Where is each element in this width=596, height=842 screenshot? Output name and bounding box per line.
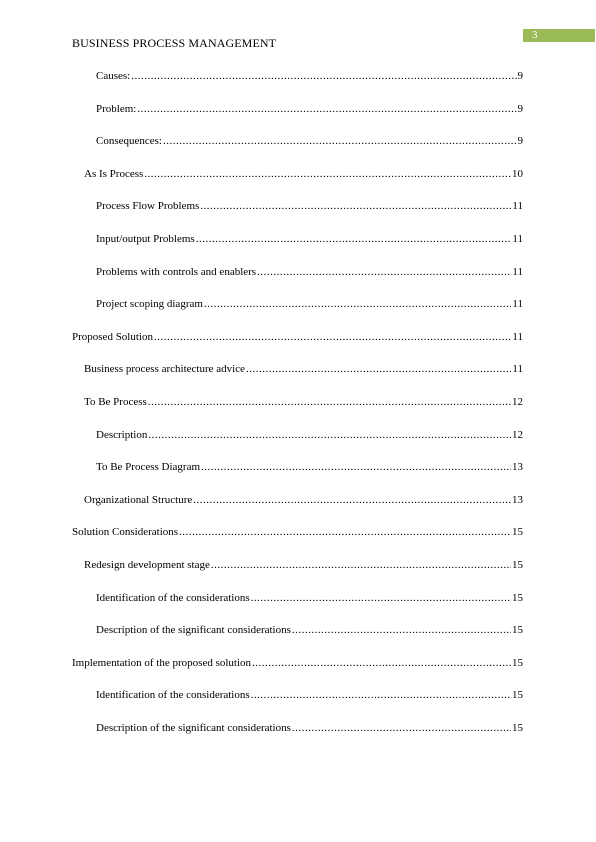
- toc-entry-title: Description of the significant considerations: [96, 721, 291, 734]
- toc-entry-title: Problems with controls and enablers: [96, 265, 257, 278]
- toc-entry-title: Implementation of the proposed solution: [72, 656, 252, 669]
- toc-entry[interactable]: [72, 428, 523, 461]
- toc-entry-page-number: 15: [512, 624, 523, 637]
- toc-dot-leader: [200, 199, 511, 213]
- toc-entry-title: Solution Considerations: [72, 526, 179, 539]
- toc-entry[interactable]: [72, 330, 523, 363]
- toc-dot-leader: [251, 688, 511, 702]
- toc-entry[interactable]: [72, 460, 523, 493]
- toc-entry-page-number: 11: [512, 298, 523, 311]
- toc-entry[interactable]: [72, 395, 523, 428]
- toc-entry-title: Process Flow Problems: [96, 200, 200, 213]
- toc-dot-leader: [148, 395, 511, 409]
- toc-dot-leader: [201, 460, 511, 474]
- toc-entry-page-number: 15: [512, 591, 523, 604]
- toc-entry-title: Description: [96, 428, 148, 441]
- toc-entry[interactable]: [72, 591, 523, 624]
- toc-dot-leader: [211, 558, 511, 572]
- toc-entry[interactable]: [72, 721, 523, 754]
- toc-entry[interactable]: [72, 656, 523, 689]
- page-number: 3: [532, 29, 538, 41]
- toc-entry-page-number: 15: [512, 526, 523, 539]
- toc-entry-page-number: 13: [512, 461, 523, 474]
- toc-dot-leader: [193, 493, 511, 507]
- running-header-title: BUSINESS PROCESS MANAGEMENT: [72, 36, 277, 50]
- toc-entry-title: Redesign development stage: [84, 558, 210, 571]
- toc-entry-page-number: 11: [512, 232, 523, 245]
- toc-entry-page-number: 11: [512, 265, 523, 278]
- table-of-contents: [72, 69, 523, 753]
- toc-entry[interactable]: [72, 232, 523, 265]
- toc-entry-page-number: 10: [512, 167, 523, 180]
- toc-entry-page-number: 9: [517, 70, 523, 82]
- toc-entry[interactable]: [72, 688, 523, 721]
- toc-entry-page-number: 13: [512, 493, 523, 506]
- toc-entry-title: As Is Process: [84, 167, 144, 180]
- toc-dot-leader: [179, 525, 511, 539]
- toc-entry-title: Identification of the considerations: [96, 689, 250, 702]
- toc-entry[interactable]: [72, 167, 523, 200]
- toc-entry[interactable]: [72, 362, 523, 395]
- toc-entry-page-number: 15: [512, 689, 523, 702]
- toc-entry-title: Consequences:: [96, 135, 162, 148]
- toc-entry-page-number: 15: [512, 558, 523, 571]
- toc-entry[interactable]: [72, 199, 523, 232]
- toc-entry-page-number: 11: [512, 200, 523, 213]
- toc-entry-page-number: 11: [512, 363, 523, 376]
- toc-entry-title: Problem:: [96, 102, 137, 115]
- toc-entry-title: Causes:: [96, 70, 131, 82]
- toc-entry[interactable]: [72, 525, 523, 558]
- toc-entry-title: To Be Process Diagram: [96, 461, 201, 474]
- page-number-badge: [523, 29, 595, 42]
- toc-dot-leader: [292, 623, 511, 637]
- toc-entry-page-number: 15: [512, 721, 523, 734]
- toc-entry[interactable]: [72, 623, 523, 656]
- toc-entry-title: Input/output Problems: [96, 232, 195, 245]
- toc-entry-page-number: 12: [512, 428, 523, 441]
- toc-entry-title: To Be Process: [84, 395, 147, 408]
- toc-dot-leader: [154, 330, 511, 344]
- toc-entry-title: Project scoping diagram: [96, 298, 203, 311]
- toc-entry-title: Business process architecture advice: [84, 363, 245, 376]
- toc-dot-leader: [292, 721, 511, 735]
- toc-entry-title: Proposed Solution: [72, 330, 153, 343]
- toc-dot-leader: [131, 69, 516, 83]
- toc-entry-page-number: 9: [517, 102, 523, 115]
- toc-entry[interactable]: [72, 265, 523, 298]
- toc-dot-leader: [163, 134, 517, 148]
- toc-entry-page-number: 12: [512, 395, 523, 408]
- toc-dot-leader: [144, 167, 511, 181]
- toc-dot-leader: [246, 362, 511, 376]
- toc-dot-leader: [257, 265, 511, 279]
- toc-entry[interactable]: [72, 493, 523, 526]
- toc-dot-leader: [252, 656, 511, 670]
- toc-entry-title: Identification of the considerations: [96, 591, 250, 604]
- toc-entry[interactable]: [72, 297, 523, 330]
- toc-entry-title: Organizational Structure: [84, 493, 193, 506]
- toc-entry-title: Description of the significant considerations: [96, 624, 291, 637]
- toc-entry[interactable]: [72, 102, 523, 135]
- toc-dot-leader: [204, 297, 511, 311]
- toc-entry-page-number: 15: [512, 656, 523, 669]
- toc-entry[interactable]: [72, 558, 523, 591]
- toc-entry[interactable]: [72, 134, 523, 167]
- toc-entry-page-number: 11: [512, 330, 523, 343]
- toc-entry-page-number: 9: [517, 135, 523, 148]
- toc-dot-leader: [137, 102, 516, 116]
- toc-dot-leader: [196, 232, 512, 246]
- toc-dot-leader: [251, 591, 511, 605]
- toc-entry[interactable]: [72, 69, 523, 102]
- toc-dot-leader: [148, 428, 511, 442]
